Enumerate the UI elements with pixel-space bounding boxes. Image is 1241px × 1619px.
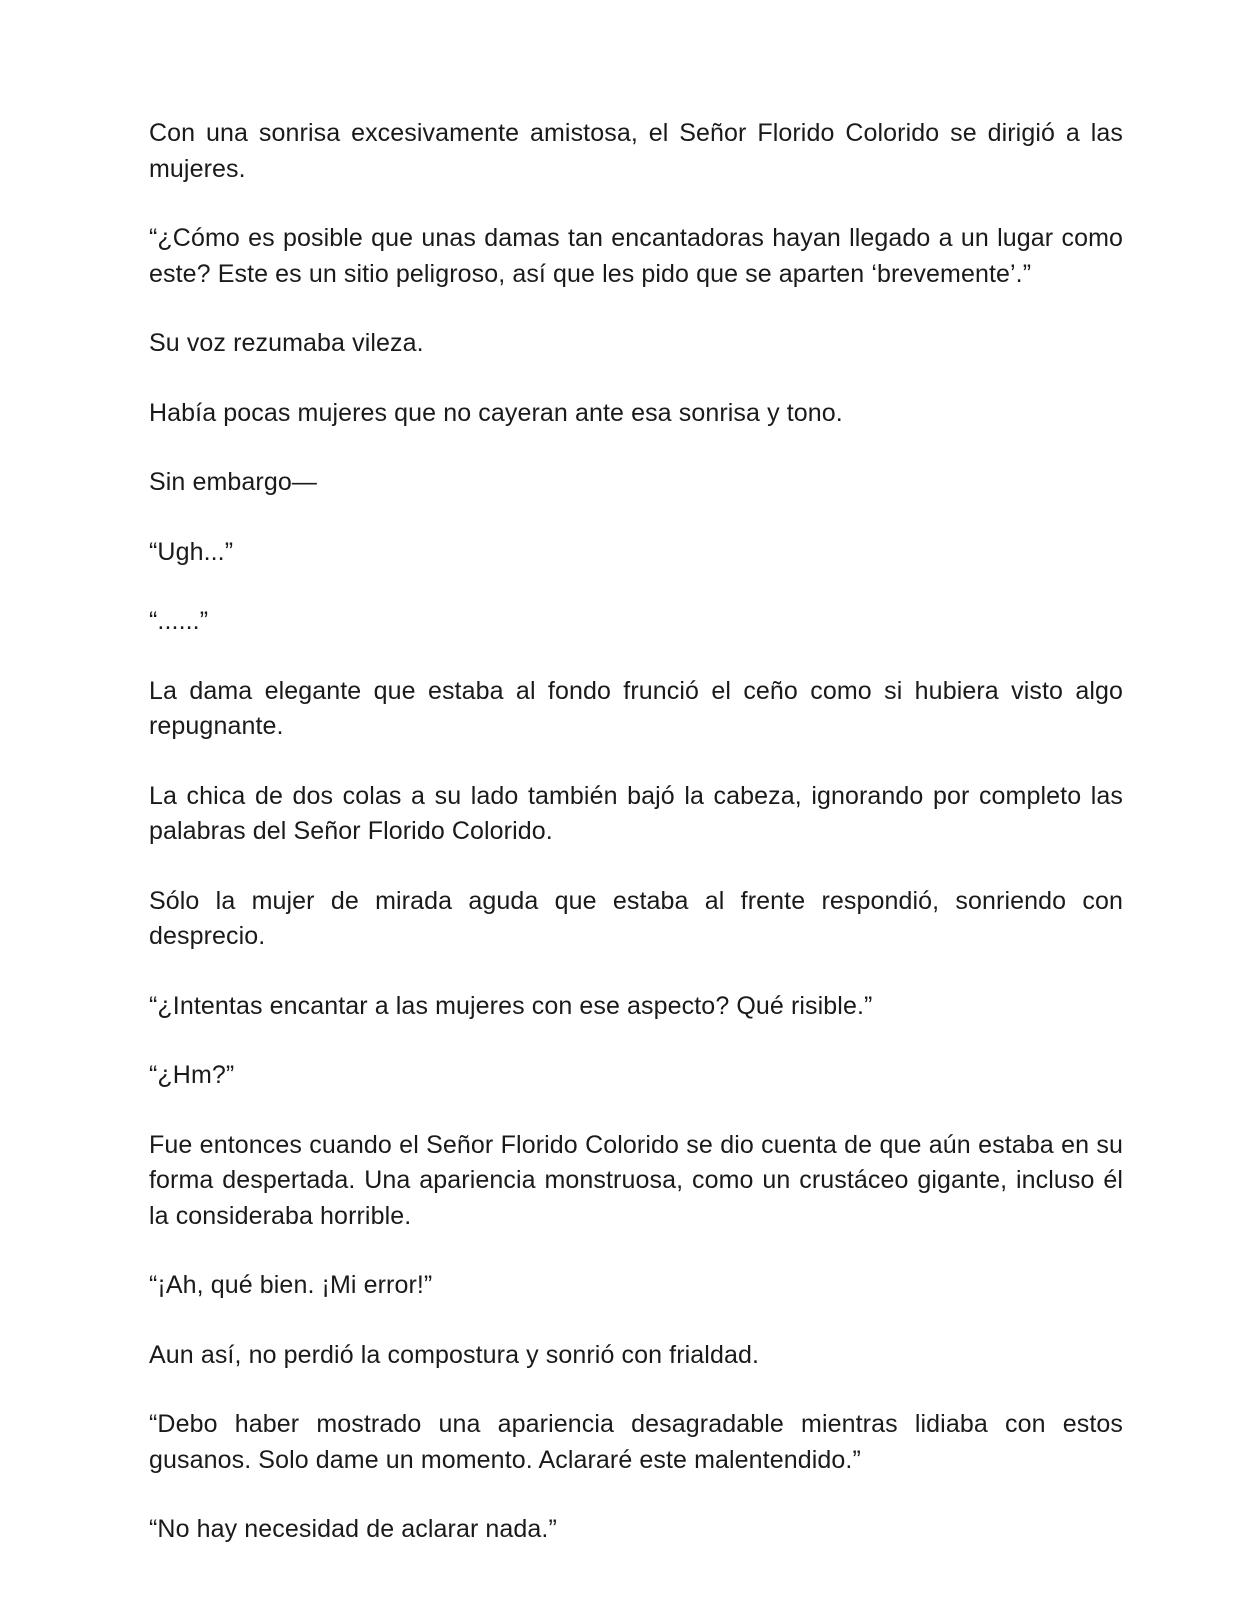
paragraph: “¿Intentas encantar a las mujeres con ese aspecto? Qué risible.” bbox=[149, 991, 873, 1020]
paragraph: “......” bbox=[149, 607, 209, 635]
paragraph: La chica de dos colas a su lado también bajó la cabeza, ignorando por completo las palabras del Señor Florido Colorido. bbox=[149, 781, 1123, 845]
paragraph: “Debo haber mostrado una apariencia desagradable mientras lidiaba con estos gusanos. Solo dame un momento. Aclararé este malentendido.” bbox=[149, 1410, 1123, 1474]
paragraph: Sólo la mujer de mirada aguda que estaba al frente respondió, sonriendo con desprecio. bbox=[149, 886, 1123, 950]
paragraph: Había pocas mujeres que no cayeran ante esa sonrisa y tono. bbox=[149, 398, 843, 427]
document-body bbox=[149, 116, 1123, 1582]
paragraph: “Ugh...” bbox=[149, 537, 234, 566]
paragraph: “¡Ah, qué bien. ¡Mi error!” bbox=[149, 1271, 433, 1299]
paragraph: “¿Hm?” bbox=[149, 1061, 235, 1089]
paragraph: Sin embargo— bbox=[149, 468, 317, 496]
paragraph: Fue entonces cuando el Señor Florido Colorido se dio cuenta de que aún estaba en su forma despertada. Una apariencia monstruosa, como un crustáceo gigante, incluso él la consideraba horrible. bbox=[149, 1130, 1123, 1230]
paragraph: Su voz rezumaba vileza. bbox=[149, 329, 424, 357]
paragraph: “¿Cómo es posible que unas damas tan encantadoras hayan llegado a un lugar como este? Este es un sitio peligroso, así que les pido que se aparten ‘brevemente’.” bbox=[149, 224, 1123, 288]
paragraph: Con una sonrisa excesivamente amistosa, el Señor Florido Colorido se dirigió a las mujeres. bbox=[149, 119, 1123, 183]
paragraph: “No hay necesidad de aclarar nada.” bbox=[149, 1515, 557, 1543]
paragraph: La dama elegante que estaba al fondo frunció el ceño como si hubiera visto algo repugnante. bbox=[149, 676, 1123, 740]
paragraph: Aun así, no perdió la compostura y sonrió con frialdad. bbox=[149, 1340, 760, 1369]
